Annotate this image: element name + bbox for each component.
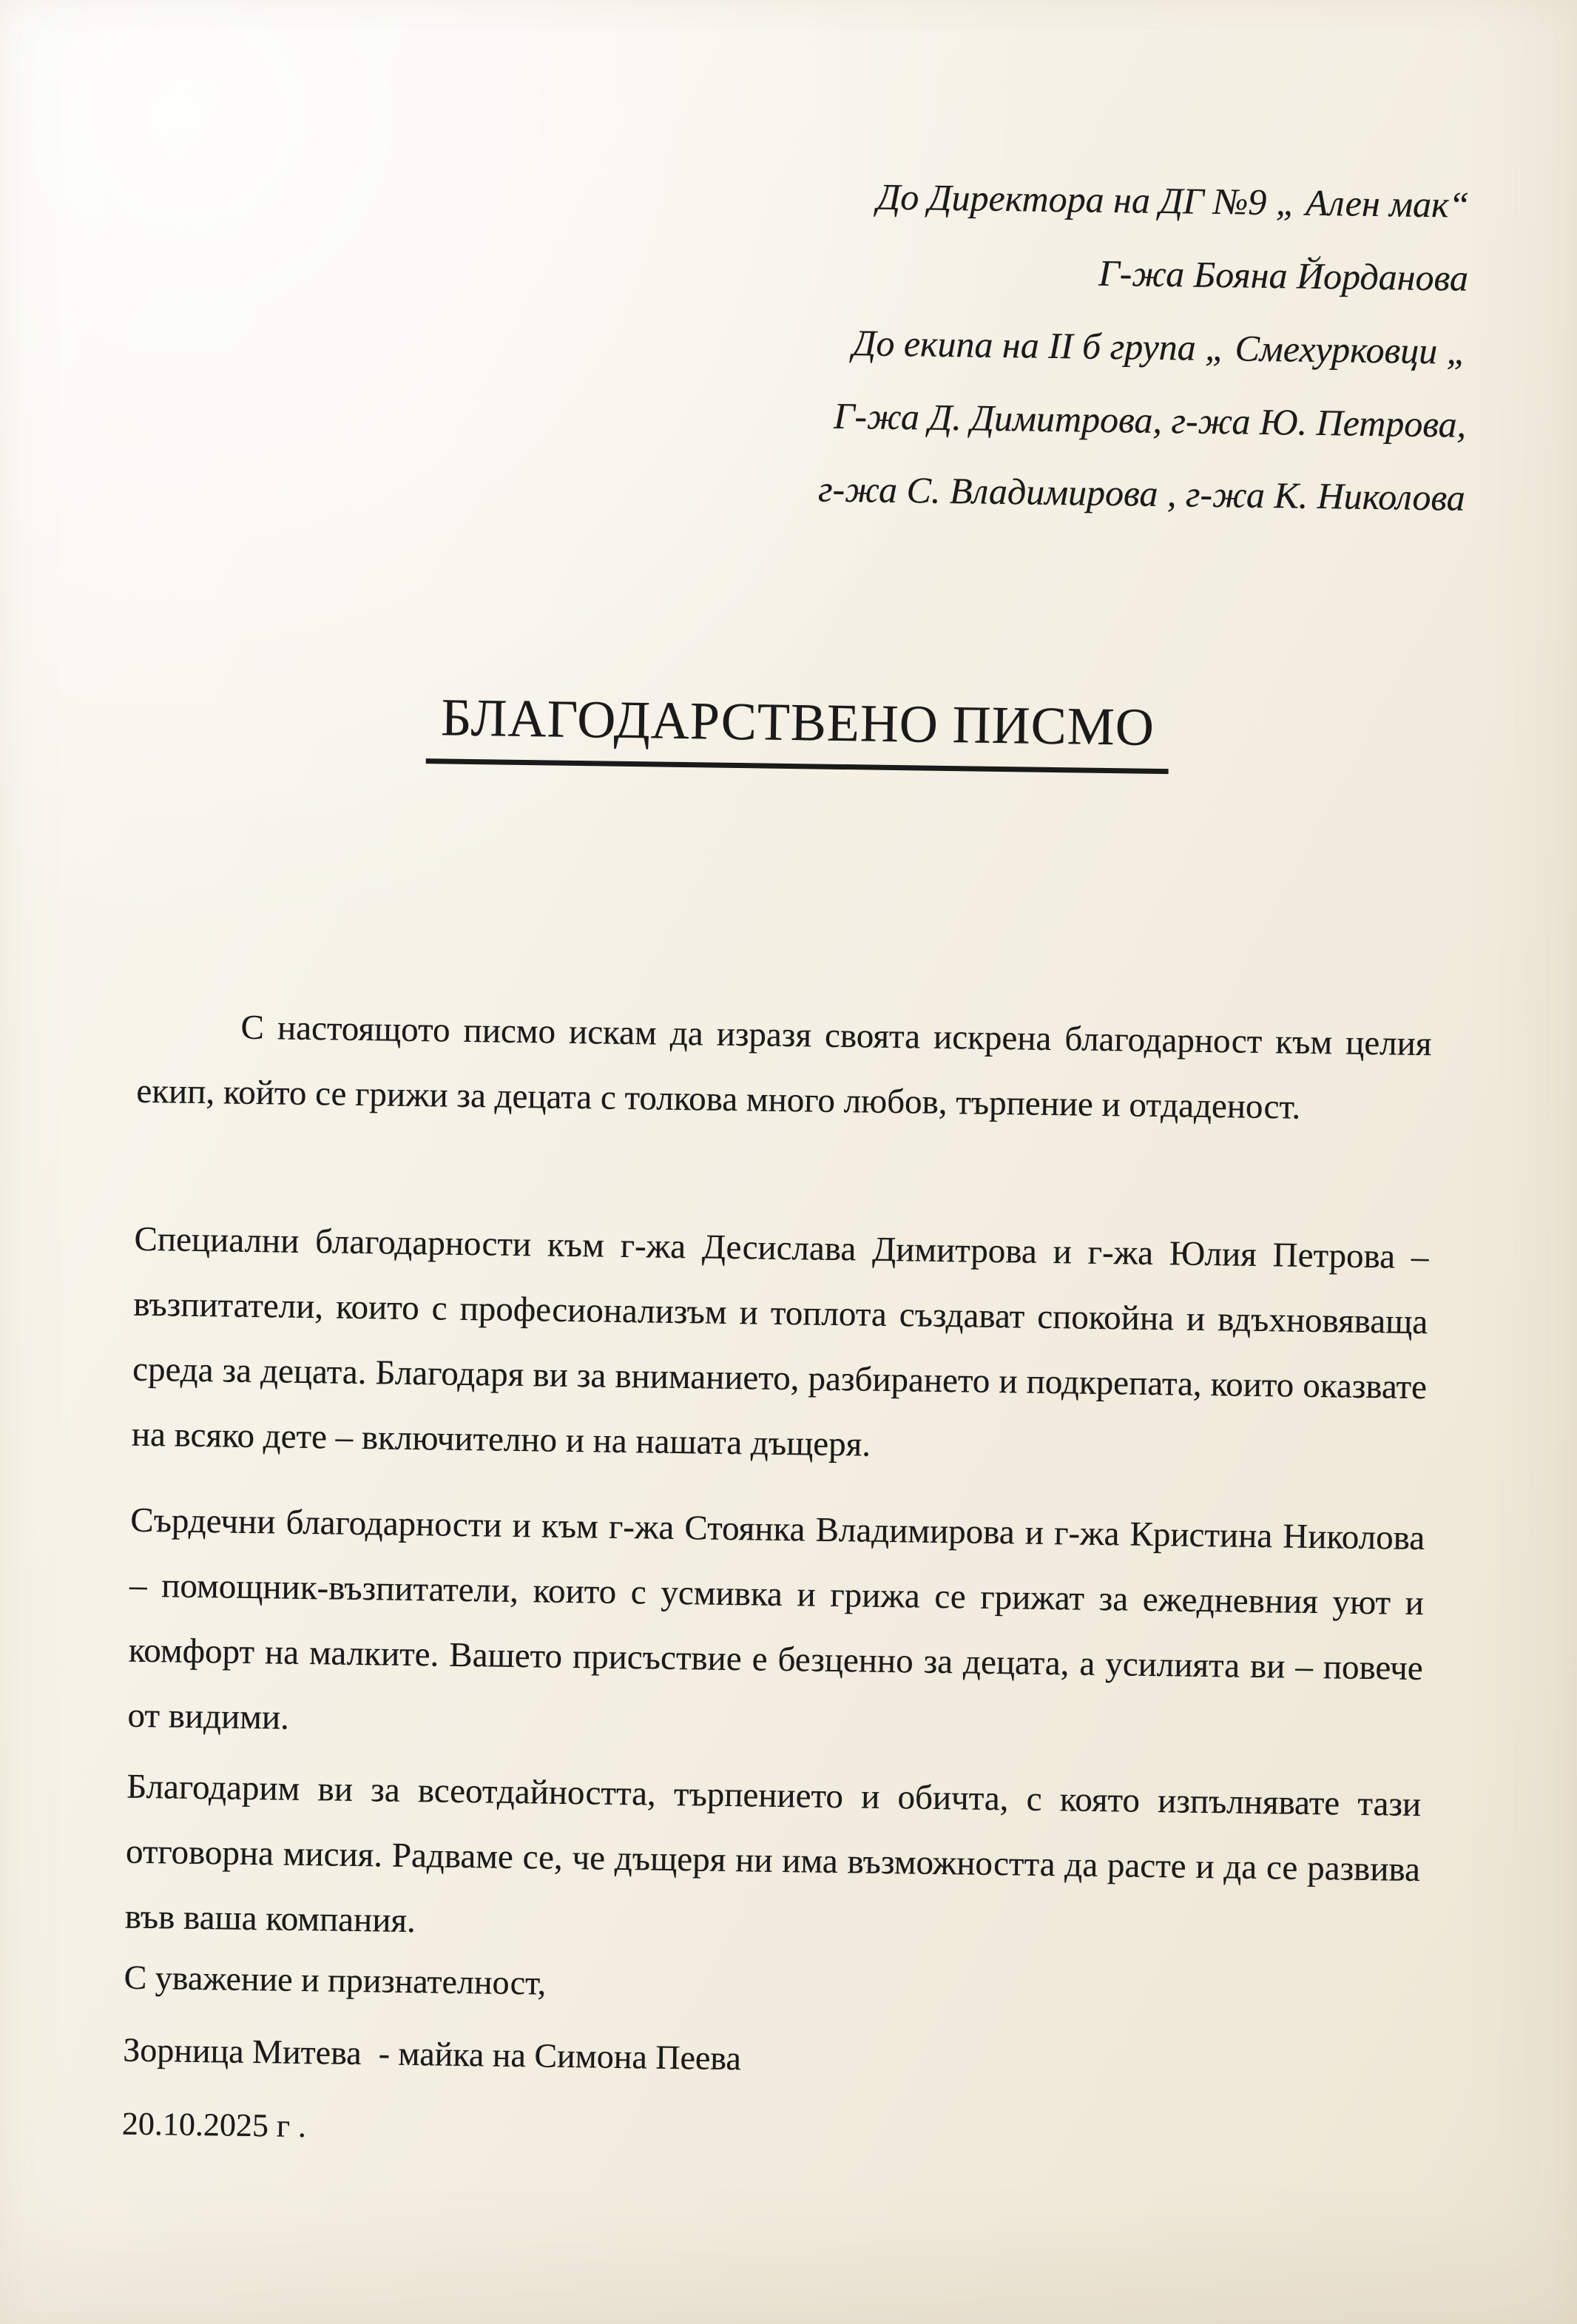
body-paragraph: С настоящото писмо искам да изразя своята искрена благодарност към целия екип, който се грижи за децата с толкова много любов, търпение и отдаденост. [136, 1008, 1432, 1127]
signature-line: Зорница Митева - майка на Симона Пеева [122, 2030, 742, 2078]
body-paragraph: Сърдечни благодарности и към г-жа Стоянка Владимирова и г-жа Кристина Николова – помощник-възпитатели, които с усмивка и грижа се грижат за ежедневния уют и комфорт на малките. Вашето присъствие е безценно за децата, а усилията ви – повече от видими. [127, 1501, 1425, 1737]
recipient-line: Г-жа Бояна Йорданова [1098, 252, 1469, 299]
recipient-line: До Директора на ДГ №9 „ Ален мак“ [877, 175, 1470, 226]
body-paragraph: Благодарим ви за всеотдайността, търпението и обичта, с която изпълнявате тази отговорна мисия. Радваме се, че дъщеря ни има възможността да расте и да се развива във ваша компания. [124, 1767, 1422, 1941]
recipient-line: До екипа на II б група „ Смехурковци „ [852, 322, 1468, 372]
title-row [0, 681, 1567, 780]
recipient-line: г-жа С. Владимирова , г-жа К. Николова [817, 468, 1466, 519]
closing-salutation: С уважение и признателност, [124, 1958, 547, 2002]
letter-title: БЛАГОДАРСТВЕНО ПИСМО [425, 687, 1169, 774]
recipient-block [817, 160, 1470, 535]
body-paragraph: Специални благодарности към г-жа Десислава Димитрова и г-жа Юлия Петрова – възпитатели, които с професионализъм и топлота създават спокойна и вдъхновяваща среда за децата. Благодаря ви за вниманието, разбирането и подкрепата, които оказвате на всяко дете – включително и на нашата дъщеря. [131, 1219, 1429, 1464]
recipient-line: Г-жа Д. Димитрова, г-жа Ю. Петрова, [833, 394, 1467, 445]
date-line: 20.10.2025 г . [121, 2105, 307, 2145]
